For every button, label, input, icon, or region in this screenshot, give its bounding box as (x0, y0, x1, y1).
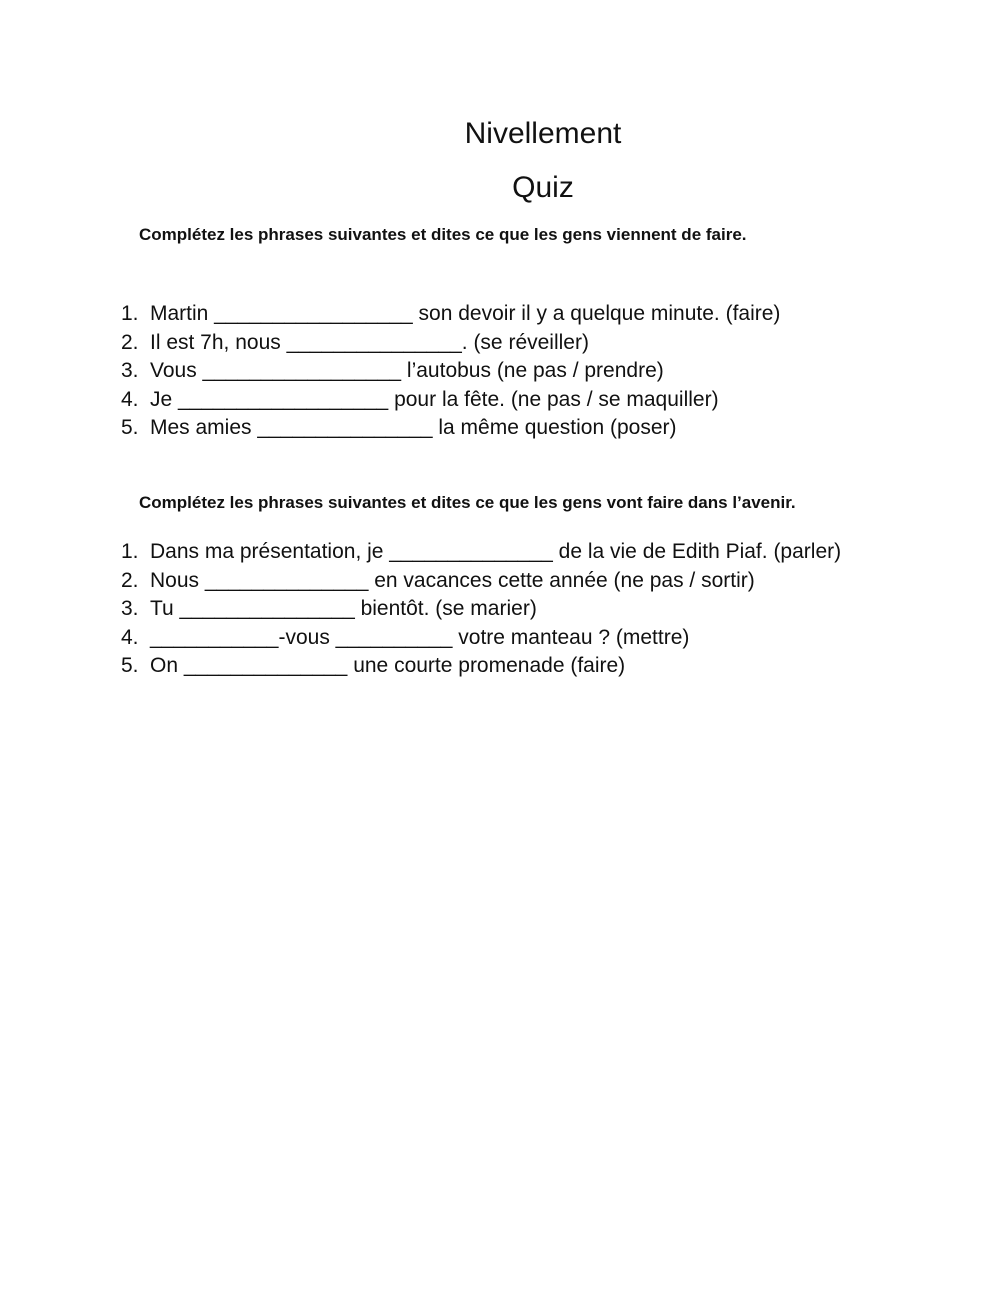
list-item (121, 329, 780, 358)
list-item (121, 567, 841, 596)
list-item (121, 386, 780, 415)
list-item (121, 538, 841, 567)
question-text: Il est 7h, nous _______________. (se réveiller) (150, 330, 589, 354)
list-item (121, 652, 841, 681)
question-number: 1. (121, 540, 139, 563)
question-number: 4. (121, 625, 139, 649)
question-text: Nous ______________ en vacances cette année (ne pas / sortir) (150, 568, 755, 592)
question-number: 4. (121, 387, 139, 411)
question-text: Je __________________ pour la fête. (ne pas / se maquiller) (150, 387, 719, 411)
list-item (121, 414, 780, 443)
question-number: 5. (121, 416, 139, 439)
list-item (121, 300, 780, 329)
question-text: Tu _______________ bientôt. (se marier) (150, 597, 537, 620)
question-number: 3. (121, 359, 139, 382)
question-text: Mes amies _______________ la même question (poser) (150, 416, 677, 439)
question-text: Vous _________________ l’autobus (ne pas / prendre) (150, 359, 664, 382)
question-text: On ______________ une courte promenade (faire) (150, 654, 626, 677)
section-1-instruction: Complétez les phrases suivantes et dites ce que les gens viennent de faire. (139, 225, 747, 244)
page-subtitle: Quiz (512, 171, 574, 204)
question-number: 1. (121, 302, 139, 325)
list-item (121, 357, 780, 386)
list-item (121, 624, 841, 653)
question-text: ___________-vous __________ votre manteau ? (mettre) (150, 625, 690, 649)
question-number: 2. (121, 330, 139, 354)
question-number: 2. (121, 568, 139, 592)
section-2-instruction: Complétez les phrases suivantes et dites ce que les gens vont faire dans l’avenir. (139, 493, 796, 512)
question-number: 5. (121, 654, 139, 677)
page-title: Nivellement (464, 117, 622, 150)
question-number: 3. (121, 597, 139, 620)
section-2-question-list (121, 538, 841, 681)
question-text: Martin _________________ son devoir il y a quelque minute. (faire) (150, 302, 781, 325)
question-text: Dans ma présentation, je ______________ de la vie de Edith Piaf. (parler) (150, 540, 842, 563)
section-1-question-list (121, 300, 780, 443)
list-item (121, 595, 841, 624)
